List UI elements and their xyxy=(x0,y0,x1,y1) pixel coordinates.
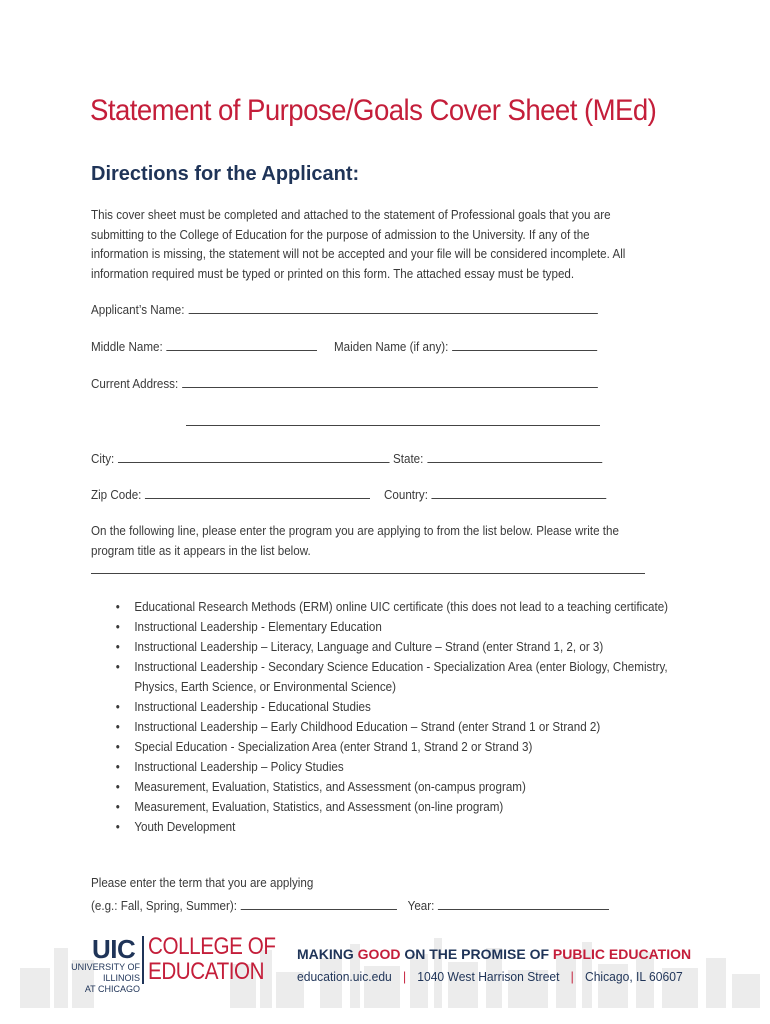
bullet-icon: • xyxy=(115,740,120,755)
country-row xyxy=(384,486,607,502)
state-field[interactable] xyxy=(427,450,602,463)
term-instructions: Please enter the term that you are applying xyxy=(91,876,314,890)
program-list-item xyxy=(112,718,670,738)
college-of-education-wordmark xyxy=(148,934,276,984)
country-label: Country: xyxy=(384,488,428,502)
bullet-icon: • xyxy=(115,699,120,714)
applicant-name-field[interactable] xyxy=(188,301,597,314)
term-row xyxy=(91,895,609,918)
applicant-name-label: Applicant’s Name: xyxy=(91,303,185,317)
footer-separator: | xyxy=(570,969,574,984)
tagline-part2: ON THE PROMISE OF xyxy=(400,946,553,962)
year-label: Year: xyxy=(407,899,435,913)
middle-name-row xyxy=(91,338,317,354)
country-field[interactable] xyxy=(432,486,607,499)
middle-name-label: Middle Name: xyxy=(91,340,163,354)
program-title-field[interactable] xyxy=(91,573,645,574)
tagline-part1: MAKING xyxy=(297,946,358,962)
page-title: Statement of Purpose/Goals Cover Sheet (MEd) xyxy=(90,94,657,127)
logo-college-line1: COLLEGE OF xyxy=(148,933,276,960)
program-list xyxy=(112,598,670,839)
program-name: Instructional Leadership – Literacy, Language and Culture – Strand (enter Strand 1, 2, or 3) xyxy=(134,640,604,655)
program-name: Instructional Leadership - Educational Studies xyxy=(134,699,371,714)
bullet-icon: • xyxy=(115,660,120,675)
program-list-item xyxy=(112,758,670,778)
program-name: Youth Development xyxy=(134,820,236,835)
footer-city: Chicago, IL 60607 xyxy=(584,969,683,984)
zip-code-label: Zip Code: xyxy=(91,488,142,502)
intro-paragraph: This cover sheet must be completed and attached to the statement of Professional goals that you are submitting to the College of Education for the purpose of admission to the University. If any of the information is missing, the statement will not be accepted and your file will be considered incomplete. All information required must be typed or printed on this form. The attached essay must be typed. xyxy=(91,208,626,281)
footer-tagline xyxy=(297,946,691,962)
bullet-icon: • xyxy=(115,760,120,775)
footer-website-link[interactable]: education.uic.edu xyxy=(297,969,392,984)
footer-contact xyxy=(297,969,683,984)
directions-heading: Directions for the Applicant: xyxy=(91,163,360,185)
year-field[interactable] xyxy=(438,897,609,910)
program-name: Instructional Leadership – Early Childhood Education – Strand (enter Strand 1 or Strand 2) xyxy=(134,719,601,734)
tagline-public-education: PUBLIC EDUCATION xyxy=(552,946,692,962)
uic-logo-subtitle xyxy=(44,962,140,995)
tagline-good: GOOD xyxy=(357,946,401,962)
current-address-label: Current Address: xyxy=(91,377,179,391)
bullet-icon: • xyxy=(115,780,120,795)
term-label: (e.g.: Fall, Spring, Summer): xyxy=(91,899,238,913)
program-name: Special Education - Specialization Area (enter Strand 1, Strand 2 or Strand 3) xyxy=(134,740,533,755)
term-section xyxy=(91,872,609,918)
program-list-item xyxy=(112,618,670,638)
zip-code-row xyxy=(91,486,370,502)
term-field[interactable] xyxy=(241,897,397,910)
program-name: Instructional Leadership – Policy Studies xyxy=(134,760,344,775)
bullet-icon: • xyxy=(115,800,120,815)
program-list-item xyxy=(112,598,670,618)
footer-separator: | xyxy=(402,969,407,984)
middle-name-field[interactable] xyxy=(166,338,317,351)
program-name: Measurement, Evaluation, Statistics, and Assessment (on-campus program) xyxy=(134,780,526,795)
state-row xyxy=(393,450,602,466)
maiden-name-label: Maiden Name (if any): xyxy=(334,340,449,354)
logo-divider xyxy=(142,936,144,984)
logo-university-line1: UNIVERSITY OF ILLINOIS xyxy=(71,962,140,983)
program-list-item xyxy=(112,658,670,697)
bullet-icon: • xyxy=(115,620,120,635)
program-list-item xyxy=(112,818,670,838)
logo-college-line2: EDUCATION xyxy=(148,958,265,985)
current-address-field[interactable] xyxy=(182,375,598,388)
city-row xyxy=(91,450,390,466)
current-address-field-line2[interactable] xyxy=(186,425,600,426)
program-list-item xyxy=(112,738,670,758)
maiden-name-field[interactable] xyxy=(452,338,597,351)
program-name: Instructional Leadership - Secondary Science Education - Specialization Area (enter Biology, Chemistry, Physics, Earth Science, or Environmental Science) xyxy=(134,660,668,694)
logo-university-line2: AT CHICAGO xyxy=(84,984,140,994)
state-label: State: xyxy=(393,452,424,466)
city-field[interactable] xyxy=(118,450,390,463)
bullet-icon: • xyxy=(115,600,120,614)
city-label: City: xyxy=(91,452,115,466)
bullet-icon: • xyxy=(115,640,120,655)
current-address-row xyxy=(91,375,598,391)
program-list-item xyxy=(112,778,670,798)
program-list-item xyxy=(112,798,670,818)
footer-address: 1040 West Harrison Street xyxy=(417,969,560,984)
program-name: Measurement, Evaluation, Statistics, and Assessment (on-line program) xyxy=(134,800,504,815)
zip-code-field[interactable] xyxy=(145,486,370,499)
program-instructions: On the following line, please enter the program you are applying to from the list below. Please write the program title as it appears in the list below. xyxy=(91,524,619,558)
bullet-icon: • xyxy=(115,820,120,835)
maiden-name-row xyxy=(334,338,597,354)
uic-logo-wordmark: UIC xyxy=(92,934,136,964)
program-name: Educational Research Methods (ERM) online UIC certificate (this does not lead to a teaching certificate) xyxy=(134,600,669,614)
bullet-icon: • xyxy=(115,719,120,734)
program-name: Instructional Leadership - Elementary Education xyxy=(134,620,382,635)
applicant-name-row xyxy=(91,301,597,317)
program-list-item xyxy=(112,638,670,658)
program-list-item xyxy=(112,698,670,718)
